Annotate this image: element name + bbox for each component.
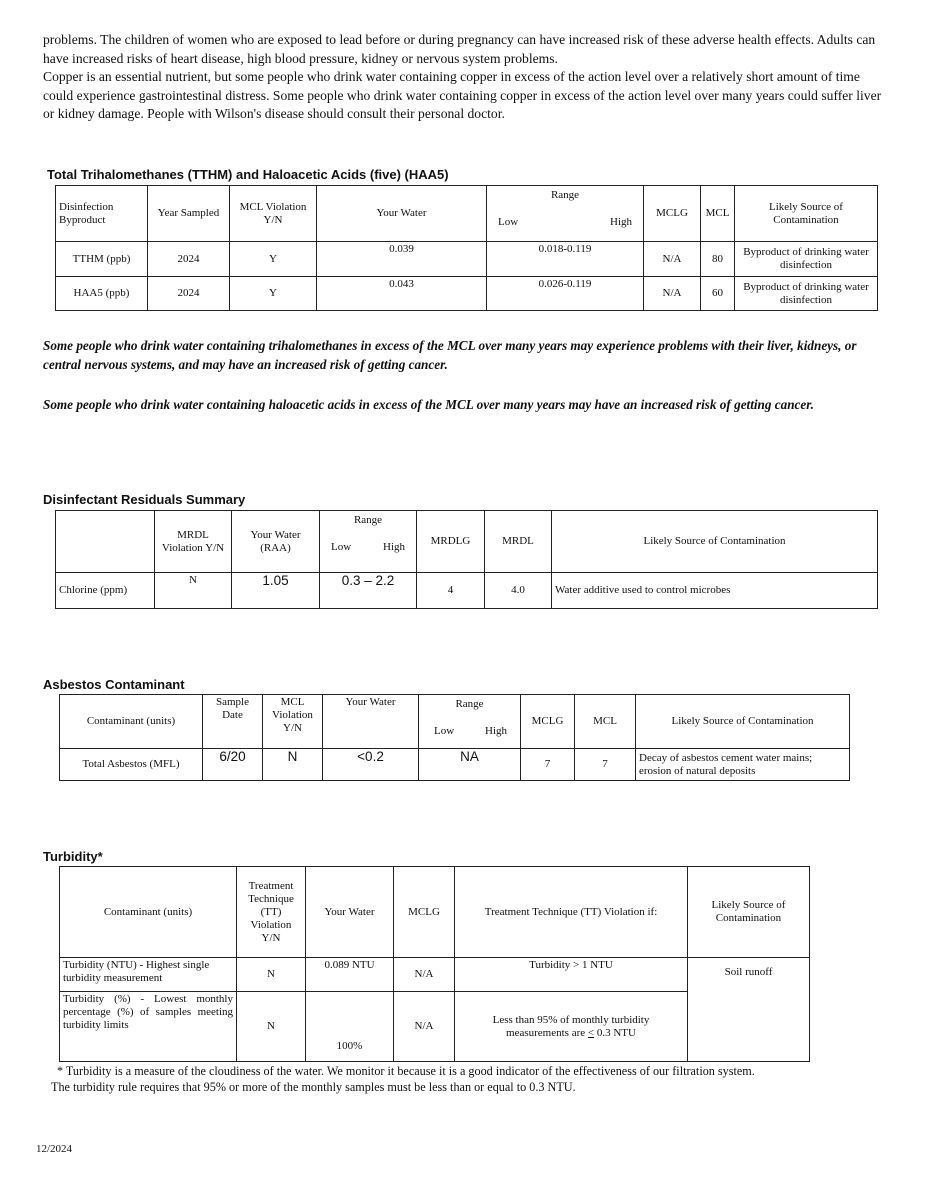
tt-if-text: Less than 95% of monthly turbidity measurements are [492, 1013, 650, 1039]
row-range: 0.026-0.119 [487, 277, 644, 311]
header-source: Likely Source of Contamination [688, 867, 810, 958]
header-range-low: Low [498, 216, 519, 228]
header-range [487, 186, 644, 242]
header-mclg: MCLG [521, 695, 575, 749]
table-row [60, 958, 810, 992]
header-source: Likely Source of Contamination [636, 695, 850, 749]
residuals-header-row [56, 511, 878, 573]
row-mrdl: 4.0 [485, 573, 552, 609]
row-your-water: 100% [306, 992, 394, 1062]
header-your-water: Your Water [323, 695, 419, 749]
header-year-sampled: Year Sampled [148, 186, 230, 242]
row-sample-date: 6/20 [203, 749, 263, 781]
turbidity-header-row [60, 867, 810, 958]
header-range-high: High [485, 725, 507, 737]
haa5-health-warning: Some people who drink water containing haloacetic acids in excess of the MCL over many years may have an increased risk of getting cancer. [43, 397, 814, 412]
header-range-low: Low [434, 725, 455, 737]
header-contaminant: Contaminant (units) [60, 695, 203, 749]
header-range-label: Range [455, 698, 484, 710]
row-your-water: 0.039 [317, 242, 487, 277]
row-mcl: 60 [701, 277, 735, 311]
residuals-table [55, 510, 878, 609]
header-range [320, 511, 417, 573]
row-name: Turbidity (%) - Lowest monthly percentage (%) of samples meeting turbidity limits [60, 992, 237, 1062]
header-range-label: Range [550, 189, 580, 201]
header-mcl-violation: MCL Violation Y/N [230, 186, 317, 242]
row-mclg: N/A [644, 277, 701, 311]
row-violation: N [237, 958, 306, 992]
header-your-water: Your Water [306, 867, 394, 958]
row-mcl: 7 [575, 749, 636, 781]
row-name: Turbidity (NTU) - Highest single turbidity measurement [60, 958, 237, 992]
header-mrdlg: MRDLG [417, 511, 485, 573]
tt-if-limit: 0.3 NTU [594, 1026, 636, 1039]
header-mrdl-violation: MRDL Violation Y/N [155, 511, 232, 573]
row-violation: N [237, 992, 306, 1062]
turbidity-section-title: Turbidity* [43, 849, 103, 864]
row-name: TTHM (ppb) [56, 242, 148, 277]
row-mclg: N/A [394, 958, 455, 992]
table-row [60, 749, 850, 781]
row-range: 0.018-0.119 [487, 242, 644, 277]
row-violation: N [263, 749, 323, 781]
row-mclg: 7 [521, 749, 575, 781]
tthm-section-title: Total Trihalomethanes (TTHM) and Haloacetic Acids (five) (HAA5) [47, 167, 449, 182]
header-mcl-violation: MCL Violation Y/N [263, 695, 323, 749]
row-name: Total Asbestos (MFL) [60, 749, 203, 781]
header-mclg: MCLG [644, 186, 701, 242]
header-range [419, 695, 521, 749]
header-range-low: Low [331, 541, 352, 553]
row-your-water: 1.05 [232, 573, 320, 609]
row-name: HAA5 (ppb) [56, 277, 148, 311]
header-your-water: Your Water (RAA) [232, 511, 320, 573]
header-tt-violation: Treatment Technique (TT) Violation Y/N [237, 867, 306, 958]
header-contaminant: Contaminant (units) [60, 867, 237, 958]
header-range-high: High [383, 541, 405, 553]
turbidity-source: Soil runoff [688, 958, 810, 1062]
row-year: 2024 [148, 242, 230, 277]
intro-text [43, 31, 883, 124]
row-tt-if: Turbidity > 1 NTU [455, 958, 688, 992]
row-mclg: N/A [394, 992, 455, 1062]
row-mrdlg: 4 [417, 573, 485, 609]
row-your-water: 0.089 NTU [306, 958, 394, 992]
header-range-label: Range [353, 514, 383, 526]
table-row [56, 277, 878, 311]
row-violation: Y [230, 277, 317, 311]
header-byproduct: Disinfection Byproduct [56, 186, 148, 242]
row-violation: Y [230, 242, 317, 277]
row-year: 2024 [148, 277, 230, 311]
table-row [56, 573, 878, 609]
row-source: Byproduct of drinking water disinfection [735, 277, 878, 311]
residuals-section-title: Disinfectant Residuals Summary [43, 492, 246, 507]
row-your-water: 0.043 [317, 277, 487, 311]
lead-health-paragraph: problems. The children of women who are exposed to lead before or during pregnancy can have increased risk of these adverse health effects. Adults can have increased risks of heart disease, high blood pressure, kidney or nervous system problems. [43, 32, 876, 66]
row-source: Water additive used to control microbes [552, 573, 878, 609]
row-mclg: N/A [644, 242, 701, 277]
row-name: Chlorine (ppm) [56, 573, 155, 609]
asbestos-section-title: Asbestos Contaminant [43, 677, 185, 692]
footer-date: 12/2024 [36, 1143, 73, 1155]
turbidity-footnote-line2: The turbidity rule requires that 95% or more of the monthly samples must be less than or equal to 0.3 NTU. [51, 1080, 576, 1094]
header-blank [56, 511, 155, 573]
copper-paragraph: Copper is an essential nutrient, but some people who drink water containing copper in excess of the action level over a relatively short amount of time could experience gastrointestinal distress. Some people who drink water containing copper in excess of the action level over many years could suffer liver or kidney damage. People with Wilson's disease should consult their personal doctor. [43, 69, 882, 122]
header-your-water: Your Water [317, 186, 487, 242]
header-mrdl: MRDL [485, 511, 552, 573]
asbestos-table [59, 694, 850, 781]
header-tt-violation-if: Treatment Technique (TT) Violation if: [455, 867, 688, 958]
header-mclg: MCLG [394, 867, 455, 958]
table-row [56, 242, 878, 277]
header-range-high: High [610, 216, 632, 228]
header-source: Likely Source of Contamination [735, 186, 878, 242]
header-sample-date: Sample Date [203, 695, 263, 749]
header-mcl: MCL [701, 186, 735, 242]
tthm-header-row [56, 186, 878, 242]
tthm-table [55, 185, 878, 311]
less-than-or-equal-symbol: < [587, 1026, 595, 1039]
row-range: NA [419, 749, 521, 781]
header-mcl: MCL [575, 695, 636, 749]
header-source: Likely Source of Contamination [552, 511, 878, 573]
row-your-water: <0.2 [323, 749, 419, 781]
tthm-health-warning: Some people who drink water containing trihalomethanes in excess of the MCL over many years may experience problems with their liver, kidneys, or central nervous systems, and may have an increased risk of getting cancer. [43, 338, 857, 372]
row-range: 0.3 – 2.2 [320, 573, 417, 609]
turbidity-footnote-line1: * Turbidity is a measure of the cloudiness of the water. We monitor it because it is a good indicator of the effectiveness of our filtration system. [57, 1064, 755, 1078]
row-violation: N [155, 573, 232, 609]
row-tt-if [455, 992, 688, 1062]
row-mcl: 80 [701, 242, 735, 277]
asbestos-header-row [60, 695, 850, 749]
row-source: Byproduct of drinking water disinfection [735, 242, 878, 277]
row-source: Decay of asbestos cement water mains; erosion of natural deposits [636, 749, 850, 781]
turbidity-table [59, 866, 810, 1062]
